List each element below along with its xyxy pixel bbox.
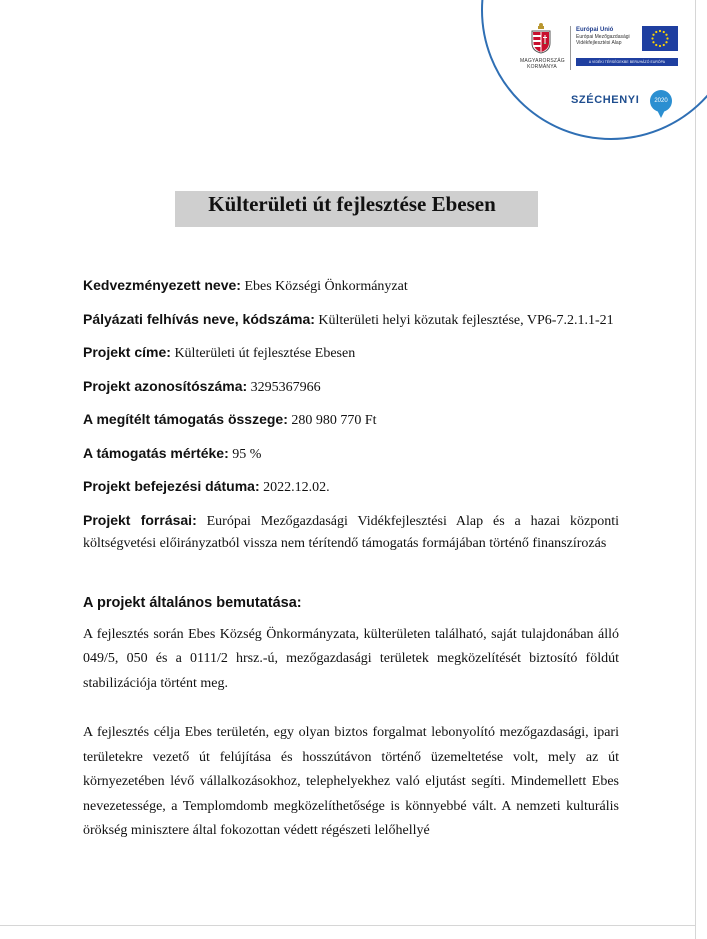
field-value: 95 % xyxy=(232,446,262,462)
paragraph: A fejlesztés során Ebes Község Önkormányzata, külterületen található, saját tulajdonában álló 049/5, 050 és a 0111/2 hrsz.-ú, mezőgazdasági területek megközelítését biztosító földút stabilizációja történt meg. xyxy=(83,626,619,691)
field-label: Kedvezményezett neve: xyxy=(83,277,241,293)
field-label: Projekt azonosítószáma: xyxy=(83,377,248,394)
eu-banner: A VIDÉKI TÉRSÉGEKBE BERUHÁZÓ EURÓPA xyxy=(576,58,678,66)
logo-divider xyxy=(570,26,571,70)
field-value: Ebes Községi Önkormányzat xyxy=(244,279,408,294)
field-value: Európai Mezőgazdasági Vidékfejlesztési Alap és a hazai központi költségvetési előirányzatból vissza nem térítendő támogatás formájában történő finanszírozás xyxy=(83,513,620,551)
field-label: Pályázati felhívás neve, kódszáma: xyxy=(83,310,315,327)
page-title: Külterületi út fejlesztése Ebesen xyxy=(208,192,496,216)
field-project-title xyxy=(83,341,619,365)
field-label: Projekt forrásai: xyxy=(83,511,197,528)
field-value: 280 980 770 Ft xyxy=(291,413,377,428)
field-call-name xyxy=(83,308,619,332)
field-completion-date xyxy=(83,475,619,499)
field-label: Projekt címe: xyxy=(83,344,171,360)
funding-logos xyxy=(520,14,690,134)
field-value: Külterületi helyi közutak fejlesztése, VP6-7.2.1.1-21 xyxy=(318,312,614,328)
field-project-id xyxy=(83,375,619,399)
field-funding-sources xyxy=(83,509,619,555)
government-logo-text: MAGYARORSZÁG KORMÁNYA xyxy=(520,58,565,70)
eu-fund-name: Európai Mezőgazdasági Vidékfejlesztési Alap xyxy=(576,34,630,46)
field-beneficiary xyxy=(83,274,619,298)
section-heading: A projekt általános bemutatása: xyxy=(83,594,302,611)
szechenyi-logo-text: SZÉCHENYI xyxy=(571,94,640,106)
field-label: A megítélt támogatás összege: xyxy=(83,411,288,427)
field-label: Projekt befejezési dátuma: xyxy=(83,478,260,494)
szechenyi-2020-badge: 2020 xyxy=(650,90,672,112)
field-grant-amount xyxy=(83,408,619,432)
hungarian-coat-of-arms-icon xyxy=(529,22,553,54)
eu-title: Európai Unió xyxy=(576,27,614,33)
project-details xyxy=(83,274,619,869)
field-value: Külterületi út fejlesztése Ebesen xyxy=(174,346,356,361)
page-edge-right xyxy=(695,0,696,939)
field-value: 3295367966 xyxy=(250,379,321,395)
eu-text-block xyxy=(576,26,638,46)
map-pin-icon xyxy=(657,110,665,118)
eu-flag-icon xyxy=(642,26,678,51)
field-grant-rate xyxy=(83,442,619,466)
field-value: 2022.12.02. xyxy=(263,480,330,495)
field-label: A támogatás mértéke: xyxy=(83,444,229,461)
paragraph: A fejlesztés célja Ebes területén, egy olyan biztos forgalmat lebonyolító mezőgazdasági, ipari területekre vezető út felújítása és hosszútávon történő üzemeltetése volt, mely az út környezetében lévő vállalkozásokhoz, telephelyekhez való eljutást segíti. Mindemellett Ebes nevezetessége, a Templomdomb megközelíthetősége is könnyebbé vált. A nemzeti kulturális örökség minisztere által fokozottan védett régészeti lelőhellyé xyxy=(83,725,619,838)
page-edge-bottom xyxy=(0,925,696,926)
